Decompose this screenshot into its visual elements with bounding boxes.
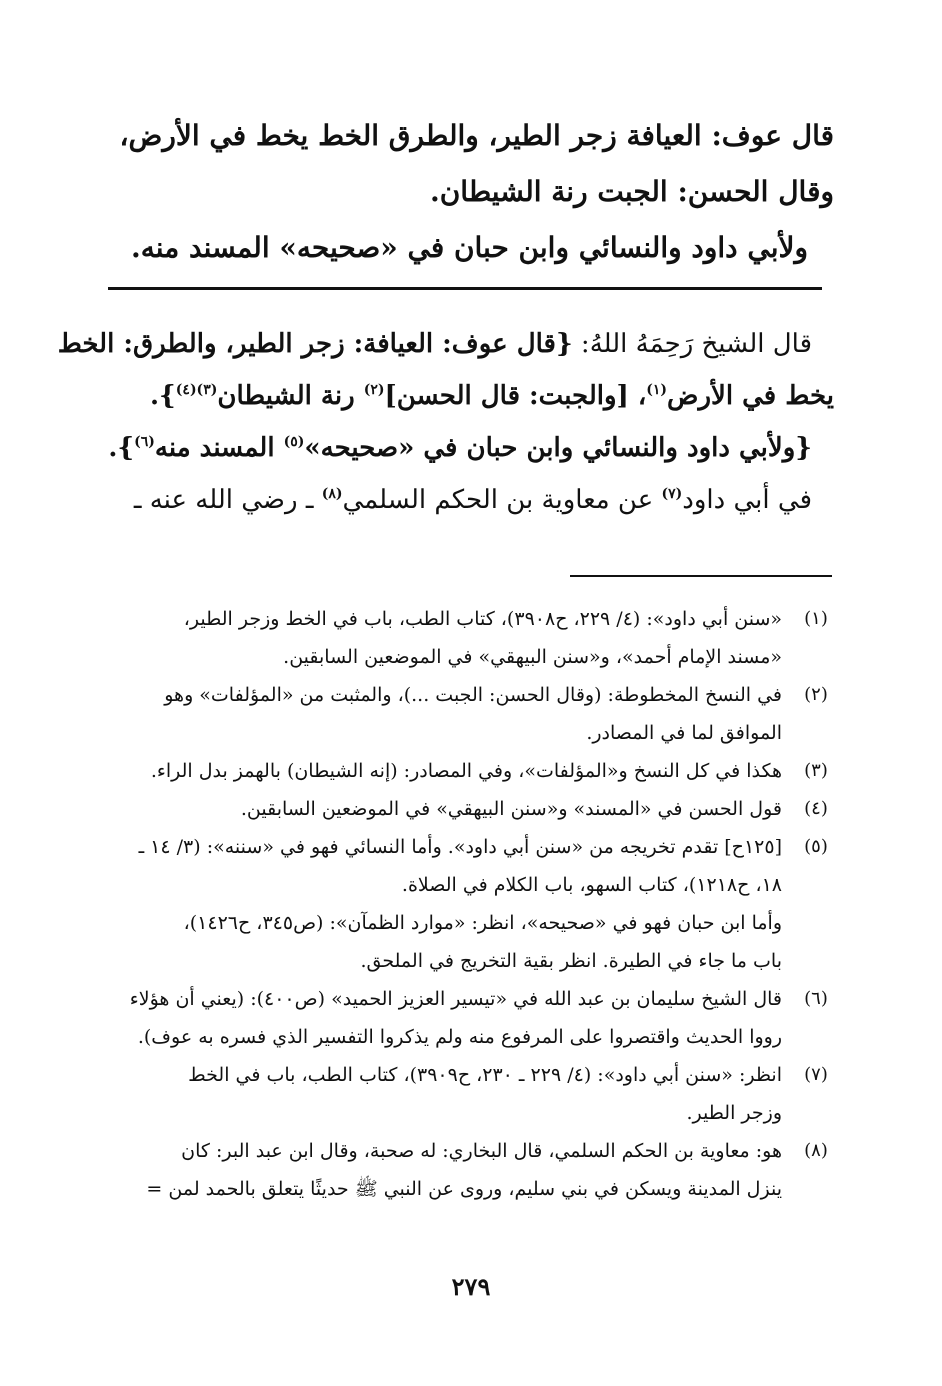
footnote — [106, 790, 838, 828]
footnote-ref: (٣)(٤) — [175, 382, 218, 398]
commentary-line — [112, 370, 834, 422]
footnote-line: هو: معاوية بن الحكم السلمي، قال البخاري: له صحبة، وقال ابن عبد البر: كان — [181, 1140, 782, 1162]
footnotes-section — [106, 600, 838, 1208]
quoted-text: المسند منه — [154, 433, 284, 463]
footnote-number: (٨) — [804, 1140, 828, 1161]
footnote-number: (٢) — [804, 684, 828, 705]
matn-line: وقال الحسن: الجبت رنة الشيطان. — [430, 175, 834, 208]
footnote — [106, 828, 838, 980]
commentary-text: قال الشيخ رَحِمَهُ اللهُ: — [572, 329, 812, 359]
quoted-text: رنة الشيطان — [217, 381, 364, 411]
footnote-line: [١٢٥ح] تقدم تخريجه من «سنن أبي داود». وأما النسائي فهو في «سننه»: (٣/ ١٤ ـ — [138, 836, 782, 858]
footnote-line: قول الحسن في «المسند» و«سنن البيهقي» في الموضعين السابقين. — [240, 798, 782, 820]
footnote-line: انظر: «سنن أبي داود»: (٤/ ٢٢٩ ـ ٢٣٠، ح٣٩٠٩)، كتاب الطب، باب في الخط — [188, 1064, 782, 1086]
footnote-line: الموافق لما في المصادر. — [586, 722, 782, 744]
page-number: ٢٧٩ — [451, 1272, 491, 1301]
footnote-ref: (٢) — [363, 382, 385, 398]
footnote-number: (١) — [804, 608, 828, 629]
footnote-line: وأما ابن حبان فهو في «صحيحه»، انظر: «موارد الظمآن»: (ص٣٤٥، ح١٤٢٦)، — [183, 912, 782, 934]
footnote — [106, 600, 838, 676]
footnote-number: (٤) — [804, 798, 828, 819]
footnote-ref: (١) — [646, 382, 668, 398]
quoted-text: {ولأبي داود والنسائي وابن حبان في «صحيحه» — [304, 433, 812, 463]
matn-block — [119, 108, 834, 276]
quoted-text: }. — [108, 433, 135, 463]
footnote-ref: (٧) — [661, 486, 683, 502]
quoted-text: }. — [150, 381, 176, 411]
footnote-ref: (٦) — [134, 434, 155, 450]
footnote-line: وزجر الطير. — [686, 1102, 782, 1124]
footnote-number: (٣) — [804, 760, 828, 781]
footnote-line: قال الشيخ سليمان بن عبد الله في «تيسير العزيز الحميد» (ص٤٠٠): (يعني أن هؤلاء — [129, 988, 782, 1010]
footnote-number: (٥) — [804, 836, 828, 857]
footnote — [106, 676, 838, 752]
footnote — [106, 1132, 838, 1208]
footnote — [106, 752, 838, 790]
section-divider — [108, 287, 822, 290]
footnote-line: «مسند الإمام أحمد»، و«سنن البيهقي» في الموضعين السابقين. — [283, 646, 782, 668]
commentary-block — [57, 318, 834, 526]
matn-line: قال عوف: العيافة زجر الطير، والطرق الخط يخط في الأرض، — [119, 119, 834, 152]
footnote-ref: (٨) — [321, 486, 343, 502]
footnote-line: رووا الحديث واقتصروا على المرفوع منه ولم يذكروا التفسير الذي فسره به عوف). — [137, 1026, 782, 1048]
commentary-line — [108, 422, 834, 474]
commentary-line — [112, 474, 834, 526]
footnote-line: ينزل المدينة ويسكن في بني سليم، وروى عن النبي ﷺ حديثًا يتعلق بالحمد لمن = — [146, 1178, 782, 1200]
footnote-number: (٧) — [804, 1064, 828, 1085]
quoted-text: ، [والجبت: قال الحسن] — [384, 381, 647, 411]
footnote-line: في النسخ المخطوطة: (وقال الحسن: الجبت ...)، والمثبت من «المؤلفات» وهو — [164, 684, 782, 706]
matn-line: ولأبي داود والنسائي وابن حبان في «صحيحه» المسند منه. — [131, 231, 808, 264]
commentary-text: ـ رضي الله عنه ـ — [133, 485, 322, 515]
footnote-line: ١٨، ح١٢١٨)، كتاب السهو، باب الكلام في الصلاة. — [401, 874, 782, 896]
footnote — [106, 1056, 838, 1132]
footnote-divider — [570, 575, 832, 577]
quoted-text: يخط في الأرض — [667, 381, 834, 411]
footnote-line: باب ما جاء في الطيرة. انظر بقية التخريج في الملحق. — [360, 950, 782, 972]
commentary-text: عن معاوية بن الحكم السلمي — [342, 485, 662, 515]
commentary-text: في أبي داود — [682, 485, 812, 515]
quoted-text: {قال عوف: العيافة: زجر الطير، والطرق: الخط — [57, 329, 573, 359]
footnote — [106, 980, 838, 1056]
footnote-line: «سنن أبي داود»: (٤/ ٢٢٩، ح٣٩٠٨)، كتاب الطب، باب في الخط وزجر الطير، — [183, 608, 782, 630]
footnote-line: هكذا في كل النسخ و«المؤلفات»، وفي المصادر: (إنه الشيطان) بالهمز بدل الراء. — [150, 760, 782, 782]
footnote-number: (٦) — [804, 988, 828, 1009]
footnote-ref: (٥) — [283, 434, 305, 450]
commentary-line — [57, 318, 834, 370]
